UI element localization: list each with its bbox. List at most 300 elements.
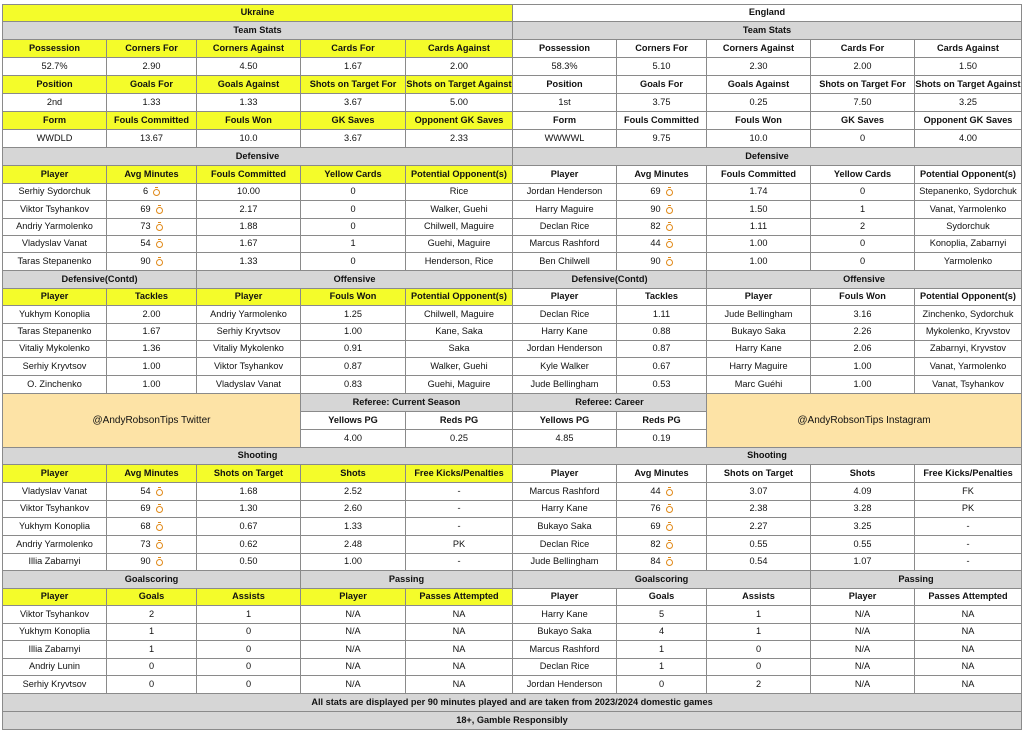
- ts-h1-home-2-text: Corners Against: [212, 42, 285, 53]
- shoot-row-home-2-4-text: -: [457, 520, 461, 531]
- off-head-away-2-text: Potential Opponent(s): [920, 291, 1016, 302]
- off-head-home-0: [196, 288, 301, 306]
- ts-h1-home-4: [405, 39, 513, 58]
- ts-h2-away-4-text: Shots on Target Against: [915, 78, 1021, 89]
- ts-h1-away-0: [512, 39, 617, 58]
- shoot-row-away-3-0: [512, 535, 617, 554]
- def-row-away-2-2-text: 1.11: [749, 221, 768, 232]
- pass-head-away-1: [914, 588, 1022, 606]
- def-row-home-4-2: [196, 252, 301, 271]
- shoot-row-away-0-3-text: 4.09: [853, 485, 872, 496]
- ts-r3-away-1-text: 9.75: [652, 132, 671, 143]
- gs-row-home-0-2: [196, 605, 301, 624]
- def-row-away-3-4-text: Konoplia, Zabarnyi: [929, 238, 1007, 249]
- pass-row-home-1-0-text: N/A: [345, 626, 361, 637]
- def-row-home-2-4-text: Chilwell, Maguire: [424, 221, 494, 232]
- def-row-home-1-4: [405, 200, 513, 219]
- shoot-row-away-0-0-text: Marcus Rashford: [529, 485, 600, 496]
- gs-row-home-0-1-text: 2: [148, 608, 155, 619]
- goalscoring-title-home-text: Goalscoring: [124, 573, 179, 584]
- ref-car-head-1: [616, 411, 707, 430]
- def-row-home-2-2: [196, 218, 301, 236]
- gs-head-home-2-text: Assists: [232, 591, 265, 602]
- off-row-home-2-2-text: Saka: [448, 343, 470, 354]
- shoot-row-home-1-4-text: -: [457, 503, 461, 514]
- off-row-home-2-2: [405, 340, 513, 358]
- goalscoring-title-away: [512, 570, 811, 589]
- dc-row-home-2-1-text: 1.36: [142, 343, 161, 354]
- ts-r3-home-0-text: WWDLD: [36, 132, 73, 143]
- shoot-row-home-0-2-text: 1.68: [239, 485, 258, 496]
- def-row-home-3-2-text: 1.67: [239, 238, 258, 249]
- dc-row-home-0-0: [2, 305, 107, 324]
- ts-r3-home-0: [2, 129, 107, 148]
- defensive-title-away: [512, 147, 1022, 166]
- ts-r1-home-3-text: 1.67: [344, 60, 362, 71]
- ts-r2-home-1: [106, 93, 197, 112]
- def-row-home-0-3: [300, 183, 406, 201]
- off-head-home-1: [300, 288, 406, 306]
- gs-row-home-4-2-text: 0: [245, 678, 252, 689]
- off-row-away-4-0: [706, 375, 811, 394]
- gs-row-away-4-1-text: 0: [658, 678, 665, 689]
- gs-row-away-3-0-text: Declan Rice: [539, 661, 590, 672]
- ts-h1-home-4-text: Cards Against: [428, 42, 490, 53]
- gs-head-away-2-text: Assists: [742, 591, 775, 602]
- gs-row-away-2-2-text: 0: [755, 643, 762, 654]
- gs-row-away-0-0: [512, 605, 617, 624]
- off-row-home-2-1: [300, 340, 406, 358]
- def-row-home-2-1-text: 73: [140, 221, 151, 232]
- ref-cur-head-1-text: Reds PG: [439, 414, 479, 425]
- pass-head-away-0: [810, 588, 915, 606]
- dc-row-away-1-1-text: 0.88: [652, 326, 671, 337]
- off-row-away-2-1-text: 2.06: [853, 343, 872, 354]
- shoot-row-away-2-2-text: 2.27: [749, 520, 768, 531]
- gs-row-away-2-0-text: Marcus Rashford: [529, 643, 600, 654]
- stopwatch-icon: [666, 558, 673, 566]
- ref-cur-val-0: [300, 429, 406, 448]
- ts-r2-home-2-text: 1.33: [239, 96, 258, 107]
- instagram-promo: [706, 393, 1022, 448]
- ts-h2-home-0: [2, 75, 107, 94]
- def-row-away-3-2: [706, 235, 811, 253]
- dc-head-away-1-text: Tackles: [644, 291, 679, 302]
- dc-row-away-2-1: [616, 340, 707, 358]
- def-row-away-2-1: [616, 218, 707, 236]
- dc-row-away-1-1: [616, 323, 707, 341]
- shoot-row-home-2-2-text: 0.67: [239, 520, 258, 531]
- shoot-row-away-1-0: [512, 500, 617, 518]
- gs-head-away-0-text: Player: [550, 591, 579, 602]
- ts-r3-away-1: [616, 129, 707, 148]
- off-row-home-0-1-text: 1.25: [344, 308, 362, 319]
- ts-r3-away-4: [914, 129, 1022, 148]
- def-row-home-3-0-text: Vladyslav Vanat: [21, 238, 88, 249]
- def-row-home-3-1: [106, 235, 197, 253]
- off-head-away-2: [914, 288, 1022, 306]
- off-row-home-1-2-text: Kane, Saka: [435, 326, 483, 337]
- shoot-row-away-1-3-text: 3.28: [853, 503, 872, 514]
- off-row-away-4-1: [810, 375, 915, 394]
- off-row-home-3-2: [405, 357, 513, 376]
- shoot-row-home-0-4: [405, 482, 513, 501]
- def-row-away-4-3-text: 0: [859, 255, 866, 266]
- dc-row-away-3-1: [616, 357, 707, 376]
- pass-row-away-4-0-text: N/A: [854, 678, 871, 689]
- ts-h1-away-2: [706, 39, 811, 58]
- ts-h2-home-1: [106, 75, 197, 94]
- ts-h3-home-2-text: Fouls Won: [225, 114, 272, 125]
- shoot-row-home-2-0-text: Yukhym Konoplia: [19, 520, 90, 531]
- ts-r1-away-2: [706, 57, 811, 76]
- team-stats-title-home: [2, 21, 513, 40]
- ts-h3-home-1-text: Fouls Committed: [113, 114, 190, 125]
- off-head-home-1-text: Fouls Won: [329, 291, 377, 302]
- ts-r2-away-0: [512, 93, 617, 112]
- ts-h2-home-3-text: Shots on Target For: [309, 78, 397, 89]
- def-row-away-0-1: [616, 183, 707, 201]
- pass-head-away-0-text: Player: [848, 591, 877, 602]
- off-row-home-0-1: [300, 305, 406, 324]
- shoot-row-away-1-1: [616, 500, 707, 518]
- shoot-head-home-1: [106, 464, 197, 483]
- gs-row-home-2-1: [106, 640, 197, 659]
- off-row-away-4-0-text: Marc Guéhi: [734, 378, 783, 389]
- dc-row-away-4-1-text: 0.53: [652, 378, 671, 389]
- def-row-home-4-4: [405, 252, 513, 271]
- def-row-home-0-2-text: 10.00: [237, 186, 260, 197]
- shoot-row-away-3-3: [810, 535, 915, 554]
- def-head-away-1: [616, 165, 707, 184]
- def-row-away-0-1-text: 69: [650, 186, 661, 197]
- ts-r1-home-0-text: 52.7%: [41, 60, 68, 71]
- gs-row-away-2-1: [616, 640, 707, 659]
- shoot-head-home-2-text: Shots on Target: [213, 467, 284, 478]
- shoot-row-home-3-3: [300, 535, 406, 554]
- dc-row-home-2-0-text: Vitaliy Mykolenko: [19, 343, 90, 354]
- ts-h1-home-0: [2, 39, 107, 58]
- def-row-home-1-4-text: Walker, Guehi: [430, 203, 488, 214]
- ref-car-head-0-text: Yellows PG: [539, 414, 590, 425]
- ts-r3-away-3: [810, 129, 915, 148]
- shoot-row-away-2-1-text: 69: [650, 520, 661, 531]
- ts-r1-away-4-text: 1.50: [959, 60, 977, 71]
- gs-head-home-0-text: Player: [40, 591, 69, 602]
- stopwatch-icon: [156, 541, 163, 549]
- pass-row-home-2-0: [300, 640, 406, 659]
- def-row-away-4-4-text: Yarmolenko: [943, 255, 993, 266]
- off-row-away-1-1: [810, 323, 915, 341]
- ts-h3-home-0-text: Form: [43, 114, 66, 125]
- def-row-away-2-4-text: Sydorchuk: [946, 221, 990, 232]
- off-row-home-0-0: [196, 305, 301, 324]
- gs-row-away-0-1-text: 5: [658, 608, 665, 619]
- def-row-away-4-0-text: Ben Chilwell: [539, 255, 590, 266]
- ts-h1-away-1: [616, 39, 707, 58]
- gs-row-home-2-0: [2, 640, 107, 659]
- shoot-row-home-0-1-text: 54: [140, 485, 151, 496]
- shoot-row-home-4-1: [106, 553, 197, 571]
- def-row-away-4-2: [706, 252, 811, 271]
- offensive-title-home: [196, 270, 513, 289]
- defensive-title-home-text: Defensive: [235, 150, 280, 161]
- stopwatch-icon: [666, 488, 673, 496]
- dc-row-away-0-1: [616, 305, 707, 324]
- dc-row-home-3-0: [2, 357, 107, 376]
- shoot-row-home-0-0-text: Vladyslav Vanat: [21, 485, 88, 496]
- off-row-away-2-0-text: Harry Kane: [735, 343, 782, 354]
- def-row-away-3-0-text: Marcus Rashford: [529, 238, 600, 249]
- passing-title-home-text: Passing: [388, 573, 425, 584]
- off-row-away-3-2: [914, 357, 1022, 376]
- shoot-row-away-0-4-text: FK: [962, 485, 974, 496]
- shooting-title-home-text: Shooting: [237, 450, 278, 461]
- pass-row-home-0-0-text: N/A: [345, 608, 361, 619]
- def-row-away-1-4-text: Vanat, Yarmolenko: [929, 203, 1007, 214]
- def-row-home-3-4: [405, 235, 513, 253]
- ts-h3-away-1-text: Fouls Committed: [623, 114, 700, 125]
- ts-h2-home-1-text: Goals For: [130, 78, 173, 89]
- def-row-home-0-4: [405, 183, 513, 201]
- off-row-home-1-1: [300, 323, 406, 341]
- def-row-away-3-3: [810, 235, 915, 253]
- gs-row-away-4-2: [706, 675, 811, 694]
- ts-h2-away-1: [616, 75, 707, 94]
- dc-row-away-2-0: [512, 340, 617, 358]
- dc-row-away-0-1-text: 1.11: [652, 308, 671, 319]
- shoot-row-home-1-2: [196, 500, 301, 518]
- ts-r2-away-3: [810, 93, 915, 112]
- shoot-row-away-4-2-text: 0.54: [749, 556, 768, 567]
- gs-row-away-3-0: [512, 658, 617, 676]
- team-stats-title-home-text: Team Stats: [233, 24, 282, 35]
- shoot-head-home-2: [196, 464, 301, 483]
- shoot-head-home-4: [405, 464, 513, 483]
- ts-r1-home-1-text: 2.90: [142, 60, 161, 71]
- ts-r3-home-1-text: 13.67: [140, 132, 163, 143]
- dc-row-home-0-0-text: Yukhym Konoplia: [19, 308, 90, 319]
- dc-row-home-2-1: [106, 340, 197, 358]
- def-row-away-3-1-text: 44: [650, 238, 661, 249]
- instagram-promo-text: @AndyRobsonTips Instagram: [797, 414, 931, 426]
- pass-row-home-1-1-text: NA: [452, 626, 466, 637]
- footer-note: [2, 693, 1022, 712]
- offensive-title-away: [706, 270, 1022, 289]
- def-row-home-1-2: [196, 200, 301, 219]
- shoot-head-home-3: [300, 464, 406, 483]
- ts-h1-away-0-text: Possession: [538, 42, 591, 53]
- shoot-row-home-0-3-text: 2.52: [344, 485, 362, 496]
- ts-h1-away-3: [810, 39, 915, 58]
- ts-h3-home-3-text: GK Saves: [331, 114, 375, 125]
- shoot-row-away-3-3-text: 0.55: [853, 538, 872, 549]
- shoot-head-away-3-text: Shots: [849, 467, 876, 478]
- def-row-away-1-1-text: 90: [650, 203, 661, 214]
- dc-head-away-0-text: Player: [550, 291, 579, 302]
- def-row-home-0-0: [2, 183, 107, 201]
- ts-r3-away-3-text: 0: [859, 132, 866, 143]
- shooting-title-away: [512, 447, 1022, 465]
- shoot-head-away-0-text: Player: [550, 467, 579, 478]
- def-head-away-4: [914, 165, 1022, 184]
- shoot-head-away-4-text: Free Kicks/Penalties: [923, 467, 1013, 478]
- def-row-home-1-1-text: 69: [140, 203, 151, 214]
- def-row-home-3-4-text: Guehi, Maguire: [427, 238, 491, 249]
- ts-r2-away-4-text: 3.25: [959, 96, 977, 107]
- dc-row-away-2-0-text: Jordan Henderson: [526, 343, 603, 354]
- shoot-row-away-1-0-text: Harry Kane: [541, 503, 588, 514]
- def-row-away-0-3-text: 0: [859, 186, 866, 197]
- gs-row-home-4-0-text: Serhiy Kryvtsov: [22, 678, 87, 689]
- dc-row-away-2-1-text: 0.87: [652, 343, 671, 354]
- shoot-row-away-2-2: [706, 517, 811, 536]
- ts-h3-away-3-text: GK Saves: [841, 114, 884, 125]
- shoot-row-home-4-2: [196, 553, 301, 571]
- def-row-home-2-3: [300, 218, 406, 236]
- ts-r2-home-4-text: 5.00: [450, 96, 468, 107]
- gs-row-home-0-0-text: Viktor Tsyhankov: [19, 608, 90, 619]
- def-row-away-2-3: [810, 218, 915, 236]
- ts-h1-away-1-text: Corners For: [635, 42, 688, 53]
- gs-head-home-1: [106, 588, 197, 606]
- pass-row-home-4-0-text: N/A: [345, 678, 361, 689]
- off-row-home-3-2-text: Walker, Guehi: [430, 360, 488, 371]
- off-row-home-4-2-text: Guehi, Maguire: [427, 378, 491, 389]
- pass-row-away-1-1-text: NA: [961, 626, 975, 637]
- stopwatch-icon: [666, 240, 673, 248]
- off-head-away-1-text: Fouls Won: [839, 291, 886, 302]
- pass-row-home-1-1: [405, 623, 513, 641]
- shoot-row-away-2-0-text: Bukayo Saka: [537, 520, 592, 531]
- stopwatch-icon: [156, 505, 163, 513]
- team-stats-title-away: [512, 21, 1022, 40]
- shoot-head-home-1-text: Avg Minutes: [124, 467, 179, 478]
- shooting-title-away-text: Shooting: [747, 450, 787, 461]
- ts-r3-home-4: [405, 129, 513, 148]
- ts-h1-away-4: [914, 39, 1022, 58]
- ref-cur-val-1-text: 0.25: [450, 432, 468, 443]
- gs-row-away-1-2: [706, 623, 811, 641]
- pass-row-home-0-1: [405, 605, 513, 624]
- pass-row-home-1-0: [300, 623, 406, 641]
- team-title-away-text: England: [748, 7, 786, 18]
- gs-row-away-2-0: [512, 640, 617, 659]
- ts-r1-away-0-text: 58.3%: [551, 60, 578, 71]
- pass-head-home-1-text: Passes Attempted: [419, 591, 499, 602]
- gs-head-away-2: [706, 588, 811, 606]
- pass-row-home-2-1: [405, 640, 513, 659]
- shoot-row-home-2-4: [405, 517, 513, 536]
- ts-r1-home-1: [106, 57, 197, 76]
- stopwatch-icon: [156, 206, 163, 214]
- shoot-row-away-0-4: [914, 482, 1022, 501]
- gs-head-away-1-text: Goals: [648, 591, 675, 602]
- ts-r3-away-2-text: 10.0: [749, 132, 768, 143]
- shoot-row-home-4-3: [300, 553, 406, 571]
- shoot-row-away-4-0-text: Jude Bellingham: [530, 556, 599, 567]
- ts-r1-away-1: [616, 57, 707, 76]
- pass-row-away-3-1: [914, 658, 1022, 676]
- def-row-home-4-0-text: Taras Stepanenko: [17, 255, 92, 266]
- pass-row-away-2-0: [810, 640, 915, 659]
- twitter-promo-text: @AndyRobsonTips Twitter: [92, 414, 211, 426]
- def-row-away-1-3-text: 1: [859, 203, 866, 214]
- gs-row-home-2-0-text: Illia Zabarnyi: [28, 643, 81, 654]
- dc-row-home-3-0-text: Serhiy Kryvtsov: [22, 360, 87, 371]
- pass-row-home-4-1: [405, 675, 513, 694]
- shoot-row-away-3-1: [616, 535, 707, 554]
- def-row-home-4-1-text: 90: [140, 255, 151, 266]
- pass-row-away-0-0-text: N/A: [854, 608, 871, 619]
- def-row-away-4-2-text: 1.00: [749, 255, 768, 266]
- ts-r1-home-4-text: 2.00: [450, 60, 468, 71]
- def-row-away-2-0-text: Declan Rice: [539, 221, 590, 232]
- pass-row-home-0-0: [300, 605, 406, 624]
- def-row-home-4-1: [106, 252, 197, 271]
- shoot-row-away-1-4: [914, 500, 1022, 518]
- referee-current-title: [300, 393, 513, 412]
- def-row-away-4-1-text: 90: [650, 255, 661, 266]
- shoot-row-away-1-3: [810, 500, 915, 518]
- def-row-away-0-4: [914, 183, 1022, 201]
- def-row-home-2-4: [405, 218, 513, 236]
- def-row-home-3-0: [2, 235, 107, 253]
- gs-row-home-4-0: [2, 675, 107, 694]
- off-row-away-3-0-text: Harry Maguire: [729, 360, 788, 371]
- ts-h2-home-3: [300, 75, 406, 94]
- ref-cur-val-0-text: 4.00: [344, 432, 362, 443]
- pass-row-away-3-0: [810, 658, 915, 676]
- def-row-home-2-1: [106, 218, 197, 236]
- ts-r2-away-2: [706, 93, 811, 112]
- def-row-away-3-2-text: 1.00: [749, 238, 768, 249]
- def-row-home-0-1: [106, 183, 197, 201]
- gs-row-home-3-0-text: Andriy Lunin: [28, 661, 81, 672]
- shoot-row-away-4-0: [512, 553, 617, 571]
- off-row-away-0-0: [706, 305, 811, 324]
- ts-h2-away-3: [810, 75, 915, 94]
- def-head-away-2: [706, 165, 811, 184]
- shoot-row-home-3-1: [106, 535, 197, 554]
- shoot-row-home-1-4: [405, 500, 513, 518]
- shoot-row-home-4-2-text: 0.50: [239, 556, 258, 567]
- shoot-head-away-4: [914, 464, 1022, 483]
- ts-h1-home-1: [106, 39, 197, 58]
- def-head-away-3-text: Yellow Cards: [833, 168, 892, 179]
- gs-row-home-1-0-text: Yukhym Konoplia: [19, 626, 90, 637]
- pass-row-away-0-1: [914, 605, 1022, 624]
- pass-row-away-4-1-text: NA: [961, 678, 975, 689]
- ts-r3-away-0-text: WWWWL: [544, 132, 585, 143]
- pass-row-away-1-0-text: N/A: [854, 626, 871, 637]
- def-row-home-1-1: [106, 200, 197, 219]
- off-head-away-0-text: Player: [744, 291, 773, 302]
- def-row-away-0-2: [706, 183, 811, 201]
- shoot-head-away-1-text: Avg Minutes: [634, 467, 689, 478]
- shoot-row-away-0-1: [616, 482, 707, 501]
- dc-row-away-4-0: [512, 375, 617, 394]
- pass-row-home-2-0-text: N/A: [345, 643, 361, 654]
- off-row-away-1-2-text: Mykolenko, Kryvstov: [925, 326, 1011, 337]
- gs-head-home-0: [2, 588, 107, 606]
- off-row-away-2-1: [810, 340, 915, 358]
- shoot-head-home-4-text: Free Kicks/Penalties: [414, 467, 504, 478]
- ts-h3-home-4-text: Opponent GK Saves: [414, 114, 504, 125]
- pass-row-home-0-1-text: NA: [452, 608, 466, 619]
- dc-row-home-0-1-text: 2.00: [142, 308, 161, 319]
- off-row-home-1-0: [196, 323, 301, 341]
